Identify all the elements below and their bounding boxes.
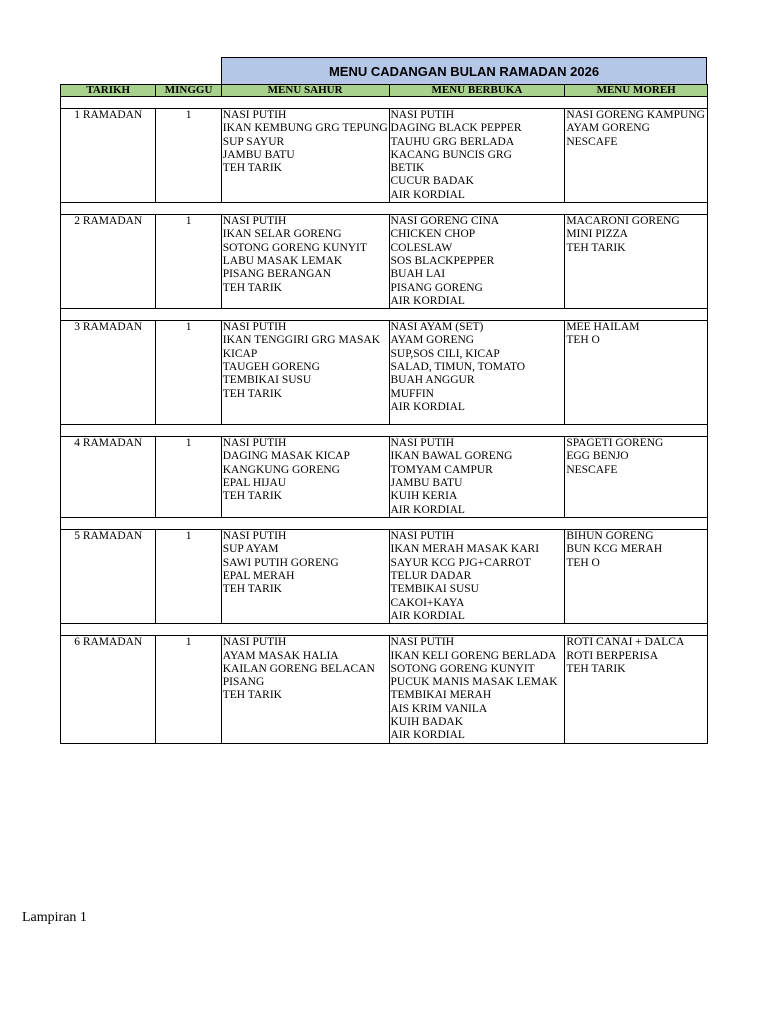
menu-item: BUN KCG MERAH: [566, 543, 663, 556]
menu-item: LABU MASAK LEMAK: [222, 254, 343, 267]
menu-item: KUIH BADAK: [390, 716, 464, 729]
menu-item: TAUGEH GORENG: [222, 361, 320, 374]
menu-item: AIR KORDIAL: [390, 294, 465, 307]
menu-item: NASI AYAM (SET): [390, 321, 484, 334]
title-row: [60, 57, 708, 84]
menu-item: ROTI BERPERISA: [566, 649, 659, 662]
menu-item: JAMBU BATU: [390, 477, 463, 490]
menu-item: AIR KORDIAL: [390, 400, 465, 413]
table-row: [61, 530, 708, 624]
menu-item: KANGKUNG GORENG: [222, 463, 340, 476]
menu-item: MACARONI GORENG: [566, 215, 680, 228]
menu-item: NESCAFE: [566, 135, 618, 148]
menu-item: SAYUR KCG PJG+CARROT: [390, 556, 531, 569]
minggu-cell: 1: [156, 636, 221, 743]
berbuka-cell: [389, 321, 565, 425]
menu-item: SOTONG GORENG KUNYIT: [222, 241, 367, 254]
spacer-row: [61, 203, 708, 215]
menu-item: IKAN MERAH MASAK KARI: [390, 543, 540, 556]
spacer-row: [61, 309, 708, 321]
menu-item: MINI PIZZA: [566, 228, 628, 241]
tarikh-cell: 5 RAMADAN: [61, 530, 156, 624]
menu-item: NASI PUTIH: [390, 636, 455, 649]
menu-item: TEMBIKAI SUSU: [390, 583, 479, 596]
menu-item: NASI PUTIH: [390, 109, 455, 121]
menu-item: IKAN TENGGIRI GRG MASAK KICAP: [222, 334, 381, 360]
menu-item: TEMBIKAI MERAH: [390, 689, 492, 702]
header-moreh: MENU MOREH: [565, 85, 708, 97]
menu-item: TAUHU GRG BERLADA: [390, 135, 515, 148]
menu-item: CAKOI+KAYA: [390, 596, 465, 609]
tarikh-cell: 4 RAMADAN: [61, 437, 156, 518]
menu-item: AYAM GORENG: [390, 334, 475, 347]
moreh-cell: [565, 530, 708, 624]
menu-item: NASI GORENG CINA: [390, 215, 500, 228]
tarikh-cell: 6 RAMADAN: [61, 636, 156, 743]
minggu-cell: 1: [156, 109, 221, 203]
menu-item: ROTI CANAI + DALCA: [566, 636, 685, 649]
menu-item: TELUR DADAR: [390, 570, 472, 583]
moreh-cell: [565, 215, 708, 309]
menu-item: NASI GORENG KAMPUNG: [566, 109, 705, 121]
menu-item: NESCAFE: [566, 463, 618, 476]
menu-item: EGG BENJO: [566, 450, 629, 463]
menu-item: SUP SAYUR: [222, 135, 285, 148]
header-minggu: MINGGU: [156, 85, 221, 97]
menu-item: SUP,SOS CILI, KICAP: [390, 347, 500, 360]
menu-item: CHICKEN CHOP: [390, 228, 476, 241]
menu-item: AIR KORDIAL: [390, 188, 465, 201]
menu-sheet: [60, 57, 708, 744]
table-row: [61, 321, 708, 425]
table-row: [61, 437, 708, 518]
moreh-cell: [565, 437, 708, 518]
moreh-cell: [565, 636, 708, 743]
menu-item: KACANG BUNCIS GRG: [390, 148, 512, 161]
menu-item: CUCUR BADAK: [390, 175, 474, 188]
berbuka-cell: [389, 636, 565, 743]
header-row: [61, 85, 708, 97]
menu-item: DAGING MASAK KICAP: [222, 450, 350, 463]
table-row: [61, 215, 708, 309]
menu-item: PUCUK MANIS MASAK LEMAK: [390, 676, 558, 689]
menu-item: BIHUN GORENG: [566, 530, 654, 543]
minggu-cell: 1: [156, 437, 221, 518]
menu-item: SOS BLACKPEPPER: [390, 254, 495, 267]
moreh-cell: [565, 321, 708, 425]
tarikh-cell: 2 RAMADAN: [61, 215, 156, 309]
tarikh-cell: 3 RAMADAN: [61, 321, 156, 425]
menu-item: SAWI PUTIH GORENG: [222, 556, 339, 569]
table-row: [61, 109, 708, 203]
sahur-cell: [221, 215, 389, 309]
menu-item: KAILAN GORENG BELACAN: [222, 662, 375, 675]
menu-item: PISANG BERANGAN: [222, 268, 332, 281]
header-sahur: MENU SAHUR: [221, 85, 389, 97]
menu-item: MUFFIN: [390, 387, 434, 400]
menu-item: AIR KORDIAL: [390, 609, 465, 622]
menu-item: TOMYAM CAMPUR: [390, 463, 493, 476]
menu-item: TEH O: [566, 334, 600, 347]
menu-item: BUAH LAI: [390, 268, 446, 281]
menu-item: PISANG: [222, 676, 265, 689]
header-tarikh: TARIKH: [61, 85, 156, 97]
menu-item: TEH TARIK: [222, 490, 282, 503]
minggu-cell: 1: [156, 321, 221, 425]
tarikh-cell: 1 RAMADAN: [61, 109, 156, 203]
menu-item: PISANG GORENG: [390, 281, 483, 294]
sahur-cell: [221, 321, 389, 425]
sahur-cell: [221, 636, 389, 743]
menu-item: TEH TARIK: [566, 241, 626, 254]
menu-item: TEH TARIK: [222, 281, 282, 294]
menu-item: TEH TARIK: [222, 689, 282, 702]
menu-item: MEE HAILAM: [566, 321, 640, 334]
menu-item: NASI PUTIH: [222, 530, 287, 543]
menu-item: COLESLAW: [390, 241, 453, 254]
menu-item: NASI PUTIH: [390, 530, 455, 543]
menu-item: NASI PUTIH: [390, 437, 455, 450]
header-berbuka: MENU BERBUKA: [389, 85, 565, 97]
menu-item: EPAL MERAH: [222, 570, 295, 583]
menu-item: NASI PUTIH: [222, 636, 287, 649]
page-title: MENU CADANGAN BULAN RAMADAN 2026: [221, 57, 707, 84]
table-row: [61, 636, 708, 743]
minggu-cell: 1: [156, 215, 221, 309]
menu-item: TEH TARIK: [222, 387, 282, 400]
menu-item: BETIK: [390, 162, 425, 175]
menu-item: AYAM MASAK HALIA: [222, 649, 339, 662]
menu-item: TEH TARIK: [222, 583, 282, 596]
menu-item: IKAN SELAR GORENG: [222, 228, 342, 241]
menu-item: AIR KORDIAL: [390, 729, 465, 742]
menu-item: NASI PUTIH: [222, 437, 287, 450]
menu-item: SOTONG GORENG KUNYIT: [390, 662, 535, 675]
berbuka-cell: [389, 437, 565, 518]
menu-item: AYAM GORENG: [566, 122, 650, 135]
spacer-row: [61, 518, 708, 530]
sahur-cell: [221, 530, 389, 624]
menu-item: AIR KORDIAL: [390, 503, 465, 516]
menu-item: IKAN KELI GORENG BERLADA: [390, 649, 557, 662]
sahur-cell: [221, 437, 389, 518]
menu-item: SALAD, TIMUN, TOMATO: [390, 361, 526, 374]
menu-item: BUAH ANGGUR: [390, 374, 475, 387]
menu-item: NASI PUTIH: [222, 321, 287, 334]
menu-body: [61, 97, 708, 744]
sahur-cell: [221, 109, 389, 203]
footer-note: Lampiran 1: [22, 910, 87, 925]
minggu-cell: 1: [156, 530, 221, 624]
menu-item: SPAGETI GORENG: [566, 437, 664, 450]
menu-item: TEH TARIK: [222, 162, 282, 175]
menu-item: EPAL HIJAU: [222, 477, 287, 490]
menu-item: TEMBIKAI SUSU: [222, 374, 312, 387]
menu-item: DAGING BLACK PEPPER: [390, 122, 522, 135]
berbuka-cell: [389, 215, 565, 309]
menu-item: NASI PUTIH: [222, 215, 287, 228]
berbuka-cell: [389, 109, 565, 203]
menu-item: IKAN KEMBUNG GRG TEPUNG: [222, 122, 388, 135]
menu-item: TEH O: [566, 556, 600, 569]
moreh-cell: [565, 109, 708, 203]
spacer-row: [61, 624, 708, 636]
berbuka-cell: [389, 530, 565, 624]
spacer-row: [61, 97, 708, 109]
menu-item: AIS KRIM VANILA: [390, 702, 488, 715]
menu-item: SUP AYAM: [222, 543, 279, 556]
menu-item: IKAN BAWAL GORENG: [390, 450, 513, 463]
menu-item: NASI PUTIH: [222, 109, 287, 121]
spacer-row: [61, 425, 708, 437]
menu-item: KUIH KERIA: [390, 490, 458, 503]
menu-item: TEH TARIK: [566, 662, 626, 675]
menu-table: [60, 84, 708, 744]
menu-item: JAMBU BATU: [222, 148, 295, 161]
